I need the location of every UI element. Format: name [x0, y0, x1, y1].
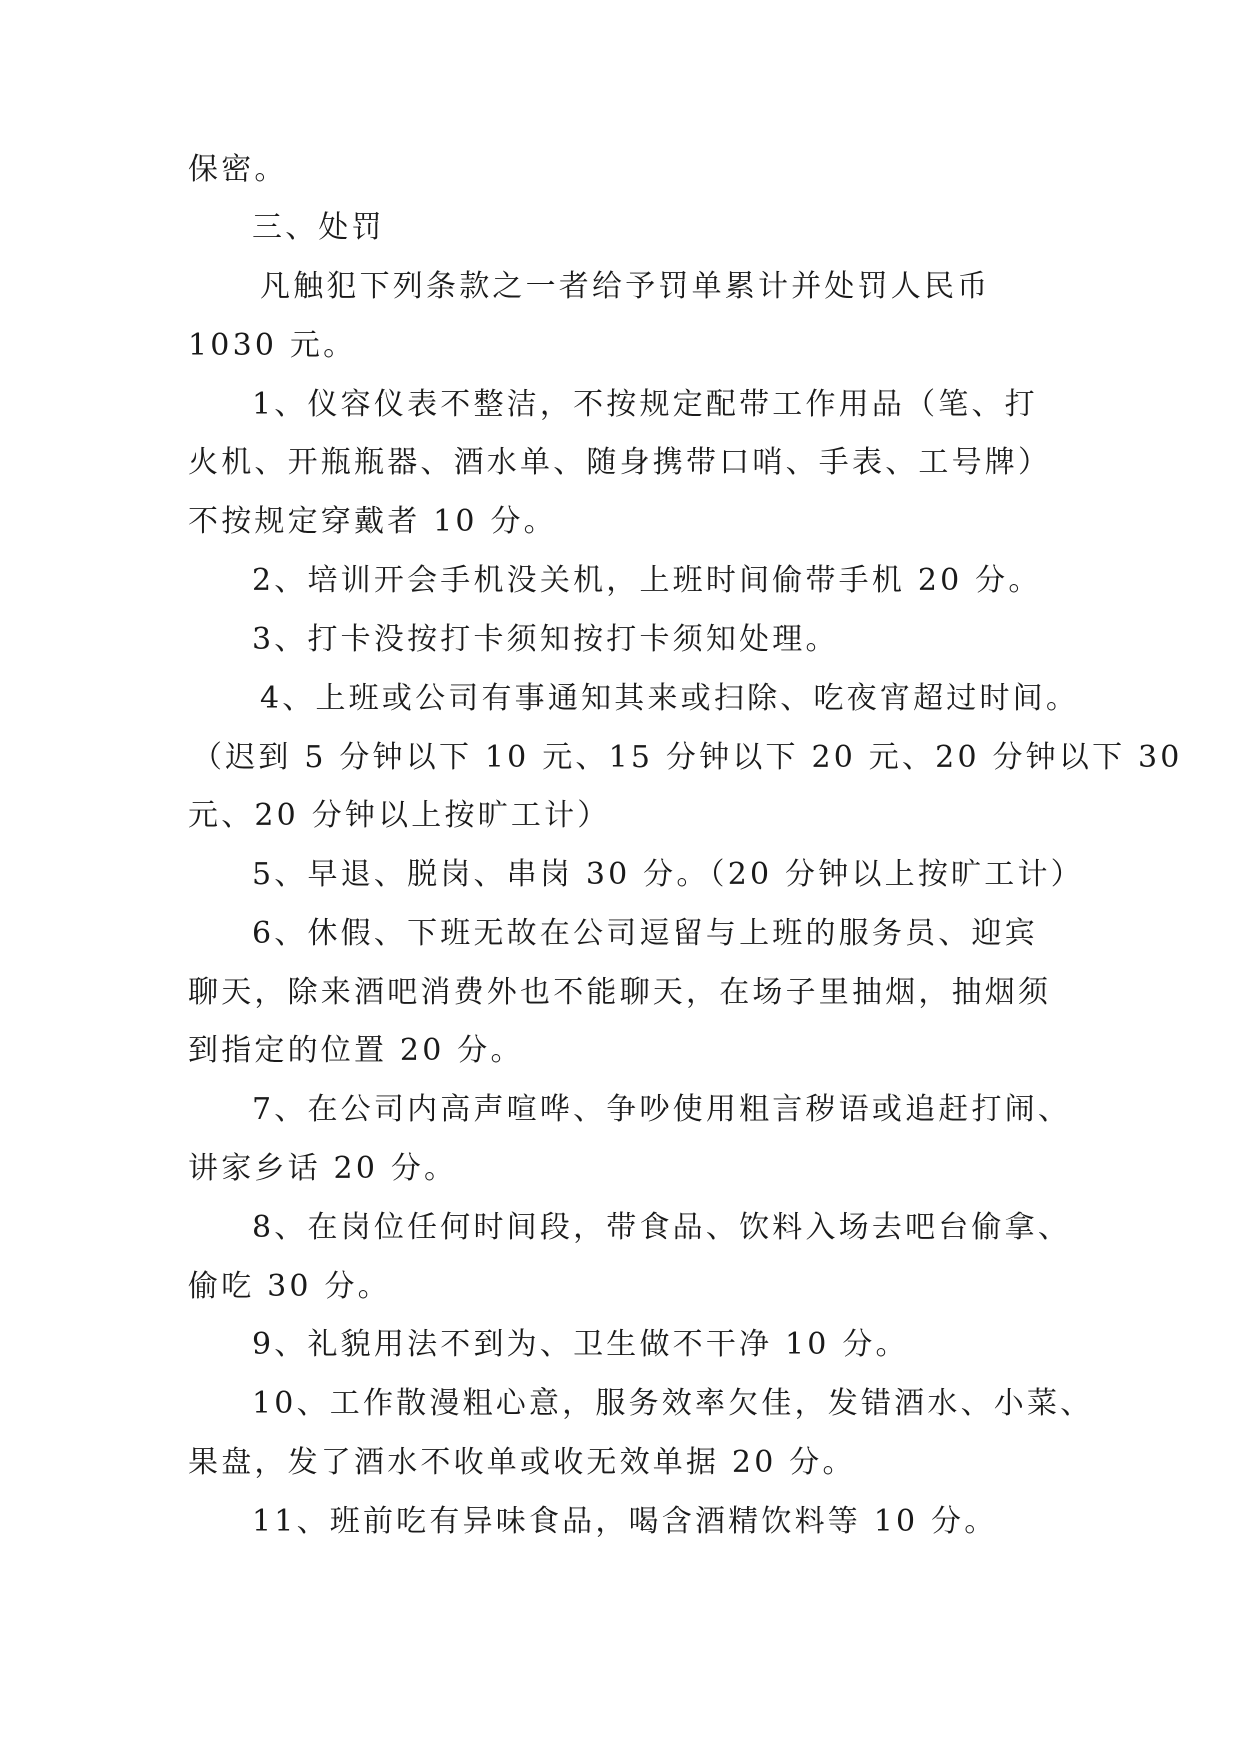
section-heading: 三、处罚 [252, 210, 385, 245]
text-line: 1030 元。 [188, 328, 357, 363]
list-item-text: 5、早退、脱岗、串岗 30 分。（20 分钟以上按旷工计） [252, 857, 1084, 892]
text-line: 元、20 分钟以上按旷工计） [188, 798, 611, 833]
text-line: 偷吃 30 分。 [188, 1269, 391, 1304]
text-line: （迟到 5 分钟以下 10 元、15 分钟以下 20 元、20 分钟以下 30 [192, 740, 1183, 775]
text-line: 保密。 [188, 152, 288, 187]
list-item-text: 11、班前吃有异味食品，喝含酒精饮料等 10 分。 [252, 1504, 998, 1539]
text-line: 果盘，发了酒水不收单或收无效单据 20 分。 [188, 1445, 856, 1480]
text-line: 到指定的位置 20 分。 [188, 1033, 524, 1068]
list-item-text: 9、礼貌用法不到为、卫生做不干净 10 分。 [252, 1327, 909, 1362]
text-line: 讲家乡话 20 分。 [188, 1151, 458, 1186]
list-item-text: 2、培训开会手机没关机，上班时间偷带手机 20 分。 [252, 563, 1042, 598]
list-item-text: 7、在公司内高声喧哗、争吵使用粗言秽语或追赶打闹、 [252, 1092, 1072, 1127]
list-item-text: 1、仪容仪表不整洁，不按规定配带工作用品（笔、打 [252, 387, 1038, 422]
list-item-text: 6、休假、下班无故在公司逗留与上班的服务员、迎宾 [252, 916, 1038, 951]
list-item-text: 3、打卡没按打卡须知按打卡须知处理。 [252, 622, 839, 657]
list-item-text: 8、在岗位任何时间段，带食品、饮料入场去吧台偷拿、 [252, 1210, 1072, 1245]
text-line: 聊天，除来酒吧消费外也不能聊天，在场子里抽烟，抽烟须 [188, 975, 1052, 1010]
text-line: 凡触犯下列条款之一者给予罚单累计并处罚人民币 [260, 269, 991, 304]
list-item-text: 4、上班或公司有事通知其来或扫除、吃夜宵超过时间。 [260, 681, 1080, 716]
list-item-text: 10、工作散漫粗心意，服务效率欠佳，发错酒水、小菜、 [252, 1386, 1094, 1421]
text-line: 火机、开瓶瓶器、酒水单、随身携带口哨、手表、工号牌） [188, 445, 1052, 480]
text-line: 不按规定穿戴者 10 分。 [188, 504, 557, 539]
